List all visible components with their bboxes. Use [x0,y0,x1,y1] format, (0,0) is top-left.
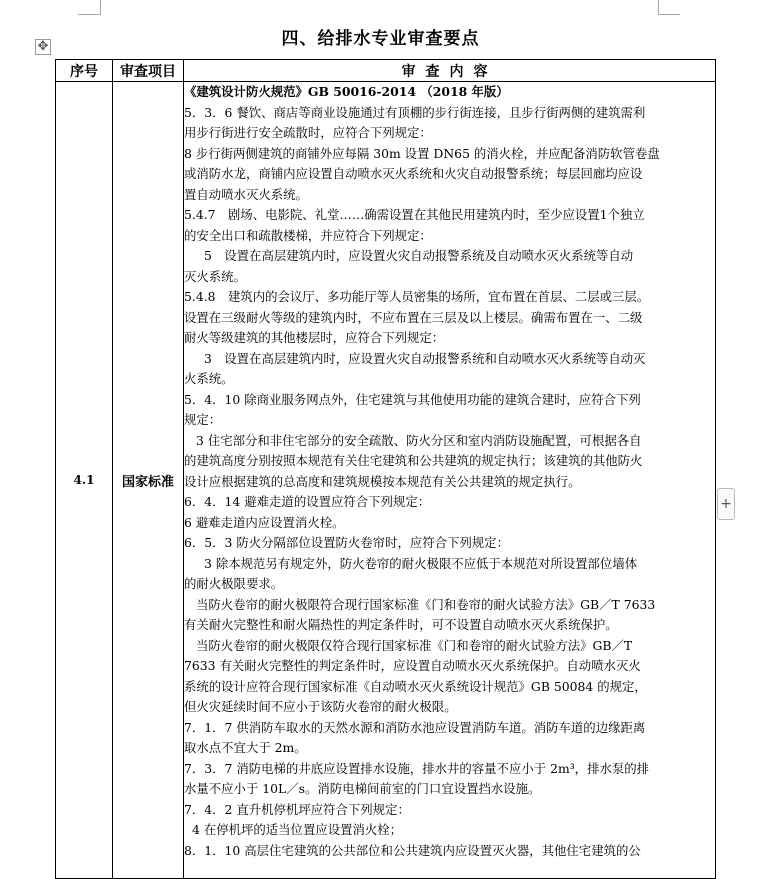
content-line: 耐火等级建筑的其他楼层时，应符合下列规定： [184,330,445,345]
content-line: 的建筑高度分别按照本规范有关住宅建筑和公共建筑的规定执行；该建筑的其他防火 [184,453,643,468]
content-line: 火系统。 [184,371,234,386]
content-line: 7．4．2 直升机停机坪应符合下列规定： [184,801,410,817]
content-line: 7633 有关耐火完整性的判定条件时，应设置自动喷水灭火系统保护。自动喷水灭火 [184,658,641,673]
content-line: 当防火卷帘的耐火极限符合现行国家标准《门和卷帘的耐火试验方法》GB／T 7633 [196,596,656,612]
content-line: 规定： [184,412,222,427]
content-line: 5．3．6 餐饮、商店等商业设施通过有顶棚的步行街连接，且步行街两侧的建筑需利 [184,104,646,120]
header-index: 序号 [56,60,113,82]
content-line: 有关耐火完整性和耐火隔热性的判定条件时，可不设置自动喷水灭火系统保护。 [184,617,618,632]
content-line: 7．3．7 消防电梯的井底应设置排水设施，排水井的容量不应小于 2m³，排水泵的排 [184,760,650,776]
content-line: 5.4.7 剧场、电影院、礼堂……确需设置在其他民用建筑内时，至少应设置1个独立 [184,207,645,222]
content-line: 系统的设计应符合现行国家标准《自动喷水灭火系统设计规范》GB 50084 的规定， [184,678,647,694]
content-line: 3 住宅部分和非住宅部分的安全疏散、防火分区和室内消防设施配置，可根据各自 [196,432,642,448]
content-line: 6．4．14 避难走道的设置应符合下列规定： [184,494,431,509]
content-line: 设置在三级耐火等级的建筑内时，不应布置在三层及以上楼层。确需布置在一、二级 [184,309,643,325]
row-item-cell[interactable]: 国家标准 [113,82,184,879]
content-line: 6 避难走道内应设置消火栓。 [184,514,345,530]
content-line: 水量不应小于 10L／s。消防电梯间前室的门口宜设置挡水设施。 [184,781,541,796]
crop-mark-top-right-h [658,14,680,15]
add-row-button[interactable]: + [717,488,735,520]
table-header-row [56,60,716,82]
table-move-handle-icon[interactable]: ✥ [35,39,51,55]
content-line: 5 设置在高层建筑内时，应设置火灾自动报警系统及自动喷水灭火系统等自动 [204,248,634,263]
content-line: 4 在停机坪的适当位置应设置消火栓； [192,822,403,837]
content-line: 或消防水龙，商铺内应设置自动喷水灭火系统和火灾自动报警系统；每层回廊均应设 [184,166,643,181]
crop-mark-top-left-v [100,0,101,15]
crop-mark-top-left-h [78,14,100,15]
row-content-cell[interactable] [184,82,716,879]
review-table [55,59,716,879]
content-line: 置自动喷水灭火系统。 [184,186,308,202]
content-line: 但火灾延续时间不应小于该防火卷帘的耐火极限。 [184,699,457,714]
content-line: 8．1．10 高层住宅建筑的公共部位和公共建筑内应设置灭火器，其他住宅建筑的公 [184,842,641,858]
crop-mark-top-right-v [658,0,659,15]
content-line: 用步行街进行安全疏散时，应符合下列规定： [184,125,432,140]
content-line: 灭火系统。 [184,268,246,284]
row-index-cell[interactable]: 4.1 [56,82,113,879]
content-line: 5.4.8 建筑内的会议厅、多功能厅等人员密集的场所，宜布置在首层、二层或三层。 [184,289,650,304]
content-line: 6．5．3 防火分隔部位设置防火卷帘时，应符合下列规定： [184,535,509,550]
content-line: 7．1．7 供消防车取水的天然水源和消防水池应设置消防车道。消防车道的边缘距离 [184,719,646,735]
content-line: 当防火卷帘的耐火极限仅符合现行国家标准《门和卷帘的耐火试验方法》GB／T [196,637,633,653]
header-content: 审查内容 [184,60,716,82]
content-line: 的安全出口和疏散楼梯，并应符合下列规定： [184,227,432,243]
section-title: 四、给排水专业审查要点 [281,29,480,49]
content-line: 取水点不宜大于 2m。 [184,740,307,755]
content-line: 《建筑设计防火规范》GB 50016-2014 （2018 年版） [184,84,509,99]
content-line: 设计应根据建筑的总高度和建筑规模按本规范有关公共建筑的规定执行。 [184,473,581,489]
table-row [56,82,716,879]
content-line: 3 设置在高层建筑内时，应设置火灾自动报警系统和自动喷水灭火系统等自动灭 [204,350,646,366]
content-line: 3 除本规范另有规定外，防火卷帘的耐火极限不应低于本规范对所设置部位墙体 [204,555,638,571]
header-item: 审查项目 [113,60,184,82]
content-line: 5．4．10 除商业服务网点外，住宅建筑与其他使用功能的建筑合建时，应符合下列 [184,391,641,407]
content-line: 8 步行街两侧建筑的商铺外应每隔 30m 设置 DN65 的消火栓，并应配备消防软管卷盘 [184,145,660,161]
content-line: 的耐火极限要求。 [184,576,284,591]
